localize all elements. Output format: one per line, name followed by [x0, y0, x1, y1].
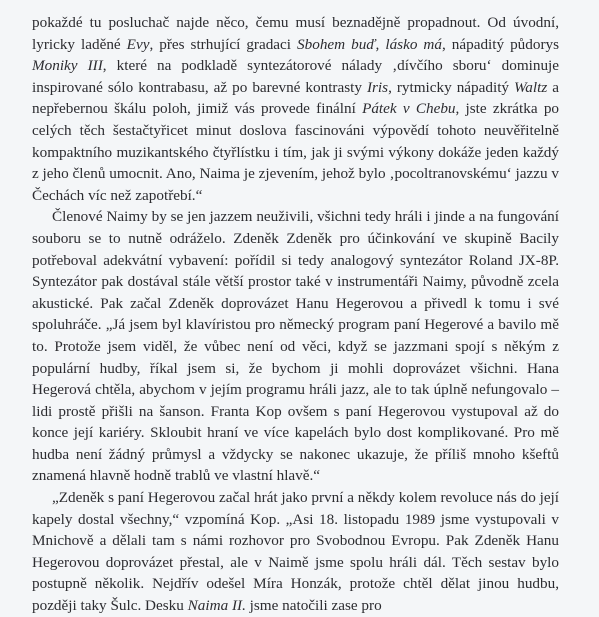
title-span-waltz: Waltz — [514, 78, 548, 96]
paragraph — [32, 487, 559, 617]
text-span: pokaždé tu posluchač najde něco, čemu musí beznadějně propadnout. Od úvodní, lyricky laděné — [32, 14, 559, 53]
text-span: , přes strhující gradaci — [149, 35, 298, 53]
text-span: „Zdeněk s paní Hegerovou začal hrát jako první a někdy kolem revoluce nás do její kapely dostal všechny,“ vzpomíná Kop. „Asi 18. listopadu 1989 jsme vystupovali v Mnichově a dělali tam s námi rozhovor pro Svobodnou Evropu. Pak Zdeněk Hanu Hegerovou doprovázet přestal, ale v Naimě jsme spolu hráli dál. Těch sestav bylo postupně několik. Nejdřív odešel Míra Honzák, protože chtěl dělat jinou hudbu, později taky Šulc. Desku — [32, 489, 559, 615]
text-span: Členové Naimy by se jen jazzem neuživili, všichni tedy hráli i jinde a na fungování souboru se to nutně odráželo. Zdeněk Zdeněk pro účinkování ve skupině Bacily potřeboval adekvátní vybavení: pořídil si tedy analogový syntezátor Roland JX-8P. Syntezátor pak dostával stále větší prostor také v instrumentáři Naimy, původně zcela akustické. Pak začal Zdeněk doprovázet Hanu Hegerovou a přivedl k tomu i své spoluhráče. „Já jsem byl klavíristou pro německý program paní Hegerové a bavilo mě to. Protože jsem viděl, že vůbec není od věci, když se jazzmani spojí s někým z populární hudby, říkal jsem si, že bychom ji mohli doprovázet všichni. Hana Hegerová chtěla, abychom v jejím programu hráli jazz, ale to tak úplně nefungovalo – lidi prostě přišli na šanson. Franta Kop ovšem s paní Hegerovou vystupoval až do konce její kariéry. Skloubit hraní ve více kapelách bylo dost komplikované. Pro mě hudba není žádný průmysl a vždycky se nakonec ukazuje, že příliš mnoho kšeftů znamená hlavně hodně trablů ve vlastní hlavě.“ — [32, 208, 559, 485]
title-span-iris: Iris — [366, 78, 389, 96]
paragraph — [32, 12, 559, 206]
title-span-naima-ii: Naima II. — [187, 597, 246, 615]
title-span-eva: Evy — [126, 35, 150, 53]
paragraph — [32, 206, 559, 487]
document-page — [32, 12, 559, 617]
text-span: , nápaditý půdorys — [441, 35, 560, 53]
text-span: a nepřebernou škálu poloh, jimiž vás provede finální — [32, 78, 559, 118]
text-span: , jste zkrátka po celých těch šestačtyřicet minut doslova fascinováni výpovědí tohoto neuvěřitelně kompaktního muzikantského čtyřlístku i tím, jak ji svými výkony dokáže jeden každý z jeho členů umocnit. Ano, Naima je zjevením, jehož bylo ‚pocoltranovskému‘ jazzu v Čechách víc než zapotřebí.“ — [32, 100, 560, 204]
text-span: , které na podkladě syntezátorové nálady ‚dívčího sboru‘ dominuje inspirované sólo kontrabasu, až po barevné kontrasty — [32, 57, 560, 96]
text-span: jsme natočili zase pro — [245, 597, 382, 615]
text-span: , rytmicky nápaditý — [388, 78, 515, 96]
title-span-monika: Moniky III — [32, 57, 103, 75]
title-span-patek: Pátek v Chebu — [362, 100, 456, 118]
title-span-sbohem: Sbohem buď, lásko má — [297, 35, 442, 53]
